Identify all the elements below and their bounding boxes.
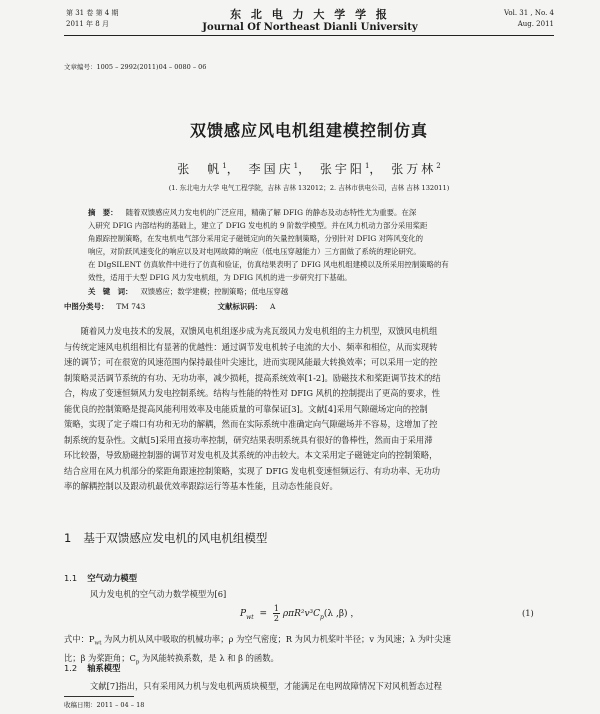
keywords-label: 关 键 词：: [88, 287, 133, 296]
intro-line: 与传统定速风电机组相比有显著的优越性：通过调节发电机转子电流的大小、频率和相位，从而实现转: [64, 341, 438, 352]
classification-value: TM 743: [116, 302, 146, 311]
abstract: [88, 206, 543, 284]
author: 张宇阳$^1$: [319, 162, 370, 176]
date-cn: 2011 年 8 月: [66, 20, 109, 28]
abstract-line: 在 DIgSILENT 仿真软件中进行了仿真和验证，仿真结果表明了 DFIG 风电机组建模以及所采用控制策略的有: [88, 260, 449, 269]
intro-line: 速的调节；可在很宽的风速范围内保持最佳叶尖速比，进而实现风能最大转换效率；可以采用一定的控: [64, 357, 438, 367]
author: 张万林$^2$: [391, 162, 441, 176]
footnote-rule: [64, 696, 134, 697]
volume-en: Vol. 31 , No. 4: [503, 9, 554, 17]
keywords: [88, 286, 543, 297]
abstract-line: 角跟踪控制策略，在发电机电气部分采用定子磁链定向的矢量控制策略，分别针对 DFIG 对阵风变化的: [88, 234, 423, 243]
model-intro-text: 风力发电机的空气动力数学模型为[6]: [90, 589, 227, 599]
subsection-title: 轴系模型: [87, 663, 121, 673]
article-number: 文章编号：1005 – 2992(2011)04 – 0080 – 06: [64, 63, 207, 71]
intro-line: 环比较器，导致励磁控制器的调节对发电机及其系统的冲击较大。本文采用定子磁链定向的控制策略，: [64, 450, 438, 460]
journal-title-en: Journal Of Northeast Dianli University: [202, 22, 418, 33]
subsection-title: 空气动力模型: [87, 573, 137, 583]
doc-code-label: 文献标识码：: [217, 302, 263, 311]
journal-title-cn: 东 北 电 力 大 学 学 报: [230, 8, 390, 21]
introduction: [64, 324, 554, 495]
abstract-line: 入研究 DFIG 内部结构的基础上，建立了 DFIG 发电机的 9 阶数学模型。并在风力机动力部分采用桨距: [88, 221, 428, 230]
equation-number: (1): [522, 608, 534, 618]
author: 张 帆$^1$: [177, 162, 227, 176]
equation-description: 式中：$P_{wt}$ 为风力机从风中吸取的机械功率；ρ 为空气密度；R 为风力机桨叶半径；v 为风速；λ 为叶尖速 比；β 为桨距角；$C_p$ 为风能转换系数，是 λ 和 β 的函数。: [64, 634, 451, 666]
classification-label: 中图分类号：: [64, 302, 109, 311]
intro-line: 合，构成了变速恒频风力发电控制系统。结构与性能的特性对 DFIG 风机的控制提出了更高的要求，性: [64, 388, 441, 398]
intro-line: 制系统的复杂性。文献[5]采用直接功率控制，研究结果表明系统具有很好的鲁棒性，然而由于采用滞: [64, 434, 433, 445]
subsection-heading: [64, 662, 120, 674]
subsection-heading: [64, 572, 137, 584]
intro-line: 制策略灵活调节系统的有功、无功功率，减少损耗，提高系统效率[1-2]。励磁技术和桨距调节技术的结: [64, 372, 441, 383]
subsection-number: 1.1: [64, 573, 78, 583]
date-en: Aug. 2011: [517, 20, 554, 28]
section-title: 基于双馈感应发电机的风电机组模型: [83, 531, 268, 545]
doc-code-value: A: [270, 302, 276, 311]
author-list: 张 帆$^1$， 李国庆$^1$， 张宇阳$^1$， 张万林$^2$: [177, 162, 441, 176]
abstract-label: 摘 要：: [88, 208, 118, 217]
section-heading: [64, 530, 267, 546]
equation: $P_{wt}$ = $\frac{1}{2}$ $\rho\pi R^2v^3C_p(\lambda$ ,β) ，: [240, 604, 360, 623]
keywords-text: 双馈感应；数学建模；控制策略；低电压穿越: [140, 287, 289, 296]
header-rule: [64, 35, 554, 36]
section-number: 1: [64, 531, 72, 545]
intro-line: 结合应用在风力机部分的桨距角跟速控制策略，实现了 DFIG 发电机变速恒频运行、有功功率、无功功: [64, 465, 441, 476]
header-center: [170, 6, 450, 33]
author: 李国庆$^1$: [248, 162, 299, 176]
abstract-line: 效性，适用于大型 DFIG 风力发电机组，为 DFIG 风机的进一步研究打下基础。: [88, 273, 352, 282]
volume-cn: 第 31 卷 第 4 期: [66, 9, 119, 17]
intro-line: 随着风力发电技术的发展，双馈风电机组逐步成为兆瓦级风力发电机组的主力机型，双馈风电机组: [80, 326, 438, 336]
paper-title: 双馈感应风电机组建模控制仿真: [189, 121, 428, 140]
subsection-number: 1.2: [64, 663, 78, 673]
abstract-line: 摘 要： 随着双馈感应风力发电机的广泛应用，精确了解 DFIG 的静态及动态特性尤为重要。在深: [88, 208, 417, 217]
intro-line: 能优良的控制策略是提高风能利用效率及电能质量的可靠保证[3]。文献[4]采用气隙磁场定向的控制: [64, 403, 428, 414]
classification-row: [64, 301, 554, 312]
header-right: [504, 8, 554, 30]
header-left: [66, 8, 119, 30]
abstract-line: 响应，对阶跃风速变化的响应以及对电网故障的响应（低电压穿越能力）三方面做了系统的理论研究。: [88, 247, 421, 256]
fraction: $\frac{1}{2}$: [273, 604, 279, 623]
shaft-model-text: 文献[7]指出，只有采用风力机与发电机两质块模型，才能满足在电网故障情况下对风机暂态过程: [90, 681, 442, 691]
intro-line: 率的解耦控制以及跟动机最优效率跟踪运行等基本性能，且动态性能良好。: [64, 481, 338, 491]
affiliation: (1. 东北电力大学 电气工程学院，吉林 吉林 132012；2. 吉林市供电公司，吉林 吉林 132011): [168, 184, 450, 192]
intro-line: 策略，实现了定子端口有功和无功的解耦，然而在实际系统中准确定向气隙磁场并不容易，这增加了控: [64, 419, 438, 429]
received-date: 收稿日期：2011 – 04 – 18: [64, 701, 145, 709]
